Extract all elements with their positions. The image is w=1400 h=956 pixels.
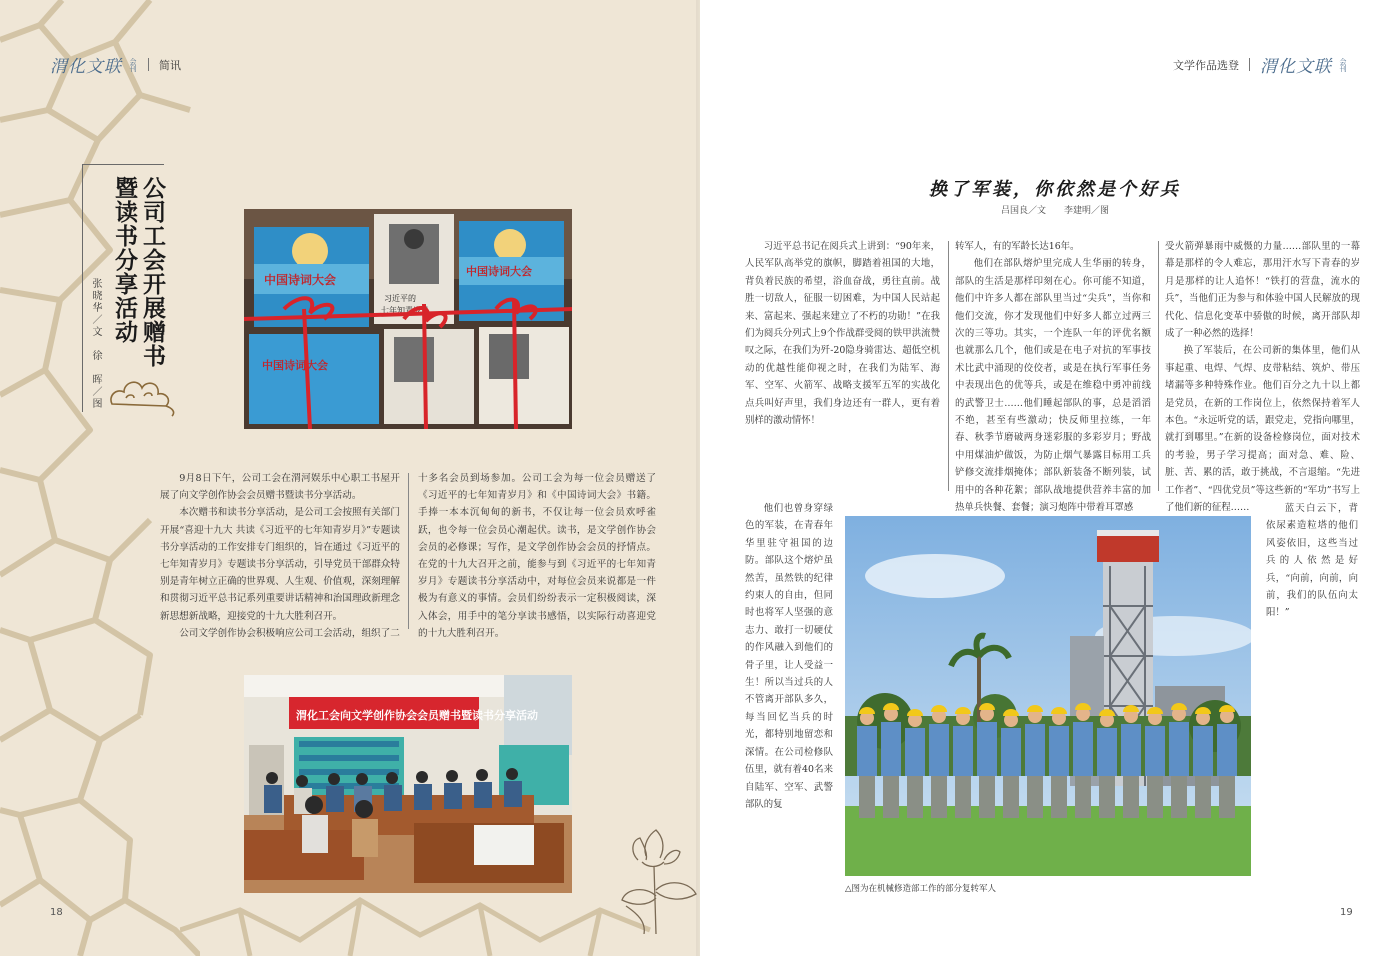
photo-caption: △图为在机械修造部工作的部分复转军人 [845,884,997,894]
paragraph: 9月8日下午，公司工会在渭河娱乐中心职工书屋开展了向文学创作协会会员赠书暨读书分享活动。 [160,473,400,502]
right-article-col2 [955,238,1151,517]
header-left [50,52,181,77]
book-title-2a: 习近平的 [384,294,416,303]
header-separator [148,58,149,71]
book-title-1c: 中国诗词大会 [262,359,328,372]
photo-workers [845,516,1251,876]
column-divider [408,473,409,629]
meeting-banner: 渭化工会向文学创作协会会员赠书暨读书分享活动 [296,709,538,722]
right-article-continuation-left [745,500,833,813]
book-title-2a-sub: 七年知青岁月 [381,306,429,315]
right-article-col1 [745,238,940,429]
column-divider [1158,241,1159,491]
brand-logo: 渭化文联 [50,57,122,77]
paragraph: 公司文学创作协会积极响应公司工会活动，组织了二 [179,627,400,639]
left-article-col1 [160,470,400,642]
article-title-line1: 公司工会开展赠书 [139,176,165,368]
paragraph: 十多名会员到场参加。公司工会为每一位会员赠送了《习近平的七年知青岁月》和《中国诗词大会》书籍。手捧一本本沉甸甸的新书，不仅让每一位会员欢呼雀跃，也令每一位会员心潮起伏。读书，是文学创作协会会员的必修课；写作，是文学创作协会会员的抒情点。在党的十九大召开之前，能参与到《习近平的七年知青岁月》专题读书分享活动中，对每位会员来说都是一件极为有意义的事情。会员们纷纷表示一定积极阅读，深入体会，用手中的笔分享读书感悟，以实际行动喜迎党的十九大胜利召开。 [418,473,656,639]
brand-sub-right: 会刊 [1339,57,1347,72]
left-article-col2 [418,470,656,642]
book-title-1a: 中国诗词大会 [264,273,337,287]
paragraph: 本次赠书和读书分享活动，是公司工会按照有关部门开展“喜迎十九大 共读《习近平的七年知青岁月》”专题读书分享活动的工作安排专门组织的，旨在通过《习近平的七年知青岁月》专题读书分享活动，引导党员干部群众特别是青年树立正确的世界观、人生观、价值观，深刻理解和贯彻习近平总书记系列重要讲话精神和治国理政新理念新思想新战略，迎接党的十九大胜利召开。 [160,507,400,622]
article-byline: 张晓华／文 徐 晖／图 [90,278,101,410]
brand-sub: 会刊 [129,57,137,72]
photo-meeting [244,675,572,893]
cloud-ornament-icon [106,368,178,418]
photo-books [244,209,572,429]
paragraph: 转军人，有的军龄长达16年。 [955,241,1080,252]
column-divider [948,241,949,491]
paragraph: 受火箭弹暴雨中威慑的力量……部队里的一幕幕是那样的令人难忘，那用汗水写下青春的岁月是那样的让人追怀！“铁打的营盘，流水的兵”，当他们正为参与和体验中国人民解放的现代化、信息化变革中骄傲的时候，离开部队却成了一种必然的选择！ [1165,241,1360,340]
right-article-title: 换了军装，你依然是个好兵 [929,179,1181,200]
paragraph: 蓝天白云下，背依尿素造粒塔的他们风姿依旧，这些当过兵的人依然是好兵，“向前，向前，向前，我们的队伍向太阳！” [1266,503,1358,619]
paragraph: 习近平总书记在阅兵式上讲到：“90年来，人民军队高举党的旗帜，脚踏着祖国的大地，背负着民族的希望，浴血奋战，勇往直前。战胜一切敌人，征服一切困难，为中国人民站起来、富起来、强起来建立了不朽的功勋！”在我们为阅兵分列式上9个作战群受阅的铁甲洪流赞叹之际，在我们为歼-20隐身骑雷达、超低空机动的优越性能仰视之时，在我们为陆军、海军、空军、火箭军、战略支援军五军的实战化点兵叫好声里，我们身边还有一群人，更有着别样的激动情怀！ [745,241,940,427]
right-article-continuation-right [1266,500,1358,622]
header-right [1173,52,1348,77]
page-number-right: 19 [1340,907,1353,918]
right-article-byline: 吕国良／文 李建明／图 [1000,206,1109,216]
book-title-1b: 中国诗词大会 [466,265,532,278]
paragraph: 他们在部队熔炉里完成人生华丽的转身，部队的生活是那样印刻在心。你可能不知道，他们中许多人都在部队里当过“尖兵”，当你和他们交流，你才发现他们中好多人都立过两三次的三等功。其实，一个连队一年的评优名额也就那么几个，他们或是在电子对抗的军事技术比武中涌现的佼佼者，或是在执行军事任务中表现出色的优等兵，或是在维稳中勇冲前线的武警卫士……他们睡起部队的事，总是滔滔不绝，甚至有些激动；快反师里拉练，一年春、秋季节磨破两身迷彩服的多彩岁月；野战中用煤油炉做饭，为防止烟气暴露目标用工兵铲修交流排烟掩体；部队新装备不断列装，试用中的各种花絮；部队战地提供营养丰富的加热单兵快餐、套餐；演习炮阵中带着耳罩感 [955,258,1151,514]
paragraph: 换了军装后，在公司新的集体里，他们从事起重、电焊、气焊、皮带粘结、筑炉、带压堵漏等多种特殊作业。他们百分之九十以上都是党员，在新的工作岗位上，依然保持着军人本色。“永远听党的话，跟党走，党指向哪里，就打到哪里。”在新的设备检修岗位，面对技术的考验，男子学习提高；面对急、难、险、脏、苦、累的活，敢于挑战，不言退缩。“先进工作者”、“四优党员”等这些新的“军功”书写上了他们新的征程…… [1165,345,1360,514]
brand-logo-right: 渭化文联 [1260,57,1332,77]
lotus-ornament-icon [616,826,700,934]
section-name-right: 文学作品选登 [1173,58,1239,72]
page-number-left: 18 [50,907,63,918]
right-article-col3 [1165,238,1360,517]
section-name: 简讯 [159,58,181,72]
header-separator [1249,58,1250,71]
article-title-line2: 暨读书分享活动 [111,176,137,344]
paragraph: 他们也曾身穿绿色的军装，在青春年华里驻守祖国的边防。部队这个熔炉虽然苦，虽然铁的纪律约束人的自由，但同时也将军人坚强的意志力、敢打一切硬仗的作风融入到他们的骨子里，让人受益一生！所以当过兵的人不管离开部队多久，每当回忆当兵的时光，都特别地留恋和深情。在公司检修队伍里，就有着40名来自陆军、空军、武警部队的复 [745,503,833,810]
